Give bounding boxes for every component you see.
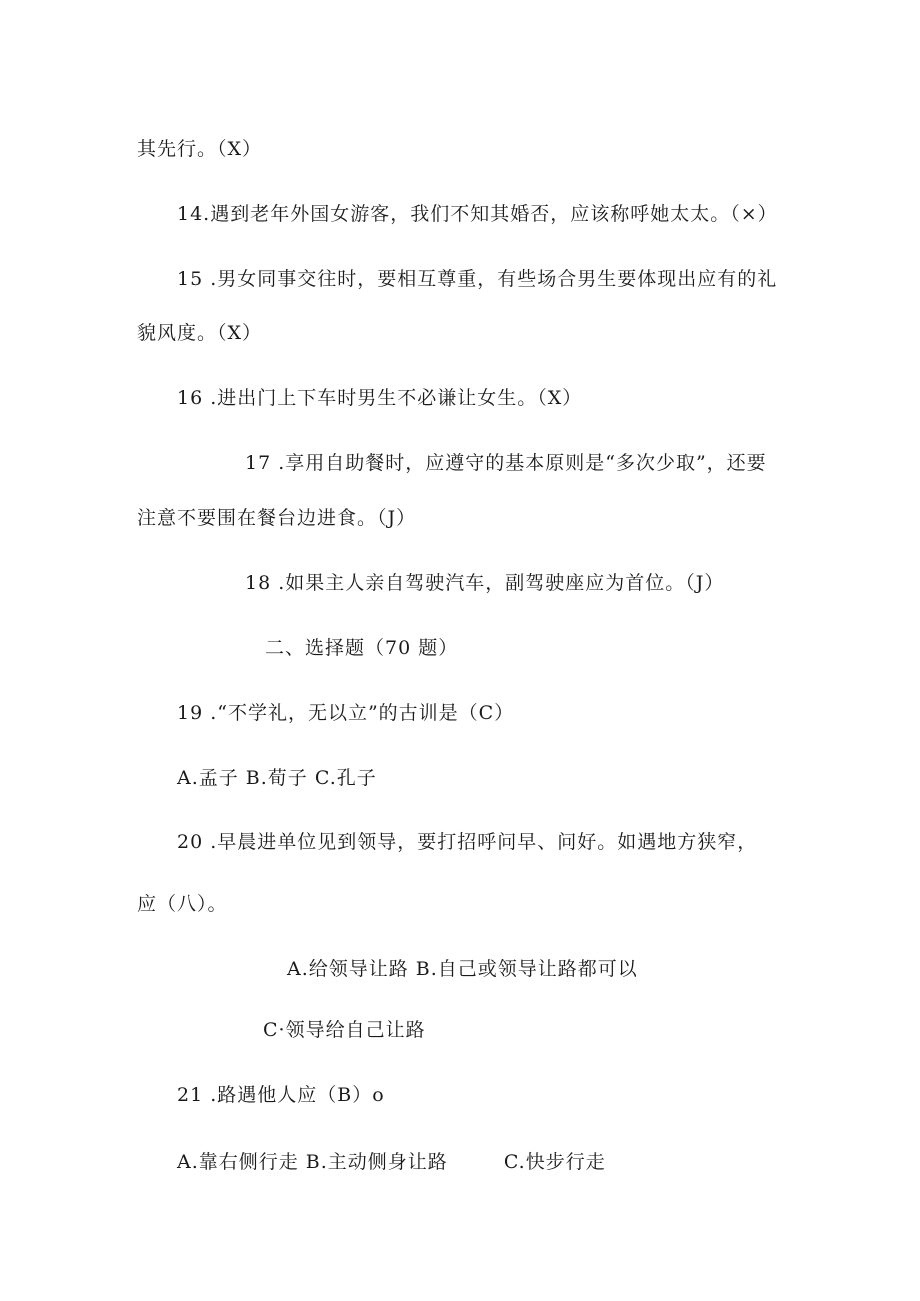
question-20-line2: 应（八）。 [137, 893, 228, 915]
section-heading-choice: 二、选择题（70 题） [265, 637, 459, 659]
question-19: 19 .“不学礼，无以立”的古训是（C） [177, 702, 515, 724]
item-18: 18 .如果主人亲自驾驶汽车，副驾驶座应为首位。（J） [245, 572, 725, 594]
question-20-line1: 20 .早晨进单位见到领导，要打招呼问早、问好。如遇地方狭窄， [177, 831, 758, 853]
question-21-options-ab: A.靠右侧行走 B.主动侧身让路 [177, 1151, 448, 1173]
question-21: 21 .路遇他人应（B）o [177, 1084, 385, 1106]
question-21-option-c: C.快步行走 [503, 1151, 606, 1173]
question-19-options: A.孟子 B.荀子 C.孔子 [177, 767, 377, 789]
question-20-options-ab: A.给领导让路 B.自己或领导让路都可以 [287, 958, 638, 980]
item-17-line2: 注意不要围在餐台边进食。（J） [137, 507, 417, 529]
question-21-options [177, 1150, 606, 1174]
item-13-continuation: 其先行。（X） [137, 138, 263, 160]
item-17-line1: 17 .享用自助餐时，应遵守的基本原则是“多次少取”，还要 [245, 452, 767, 474]
item-14: 14.遇到老年外国女游客，我们不知其婚否，应该称呼她太太。（×） [177, 203, 778, 225]
question-20-option-c: C·领导给自己让路 [263, 1019, 426, 1041]
item-15-line1: 15 .男女同事交往时，要相互尊重，有些场合男生要体现出应有的礼 [177, 268, 778, 290]
item-15-line2: 貌风度。（X） [137, 322, 263, 344]
item-16: 16 .进出门上下车时男生不必谦让女生。（X） [177, 387, 583, 409]
